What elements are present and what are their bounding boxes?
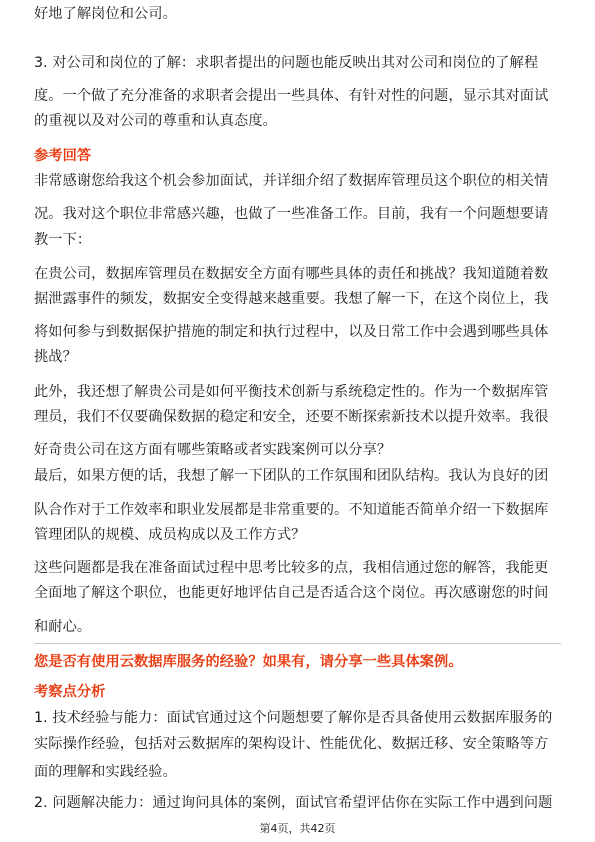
answer-line: 挑战？	[34, 349, 77, 365]
answer-line: 况。我对这个职位非常感兴趣，也做了一些准备工作。目前，我有一个问题想要请	[34, 206, 549, 222]
analysis-line: 面的理解和实践经验。	[34, 764, 177, 780]
answer-line: 全面地了解这个职位，也能更好地评估自己是否适合这个岗位。再次感谢您的时间	[34, 585, 549, 601]
question-heading: 您是否有使用云数据库服务的经验？如果有，请分享一些具体案例。	[34, 654, 463, 670]
answer-line: 此外，我还想了解贵公司是如何平衡技术创新与系统稳定性的。作为一个数据库管	[34, 384, 549, 400]
answer-line: 好奇贵公司在这方面有哪些策略或者实践案例可以分享？	[34, 442, 392, 458]
answer-line: 据泄露事件的频发，数据安全变得越来越重要。我想了解一下，在这个岗位上，我	[34, 291, 549, 307]
answer-line: 队合作对于工作效率和职业发展都是非常重要的。不知道能否简单介绍一下数据库	[34, 502, 549, 518]
page-number: 第4页，共42页	[259, 822, 336, 835]
answer-line: 理员，我们不仅要确保数据的稳定和安全，还要不断探索新技术以提升效率。我很	[34, 409, 549, 425]
answer-line: 和耐心。	[34, 619, 92, 635]
answer-line: 非常感谢您给我这个机会参加面试，并详细介绍了数据库管理员这个职位的相关情	[34, 173, 549, 189]
answer-line: 这些问题都是我在准备面试过程中思考比较多的点，我相信通过您的解答，我能更	[34, 560, 549, 576]
body-line: 3. 对公司和岗位的了解：求职者提出的问题也能反映出其对公司和岗位的了解程	[34, 55, 539, 71]
body-line: 好地了解岗位和公司。	[34, 6, 177, 22]
analysis-line: 实际操作经验，包括对云数据库的架构设计、性能优化、数据迁移、安全策略等方	[34, 736, 549, 752]
section-divider	[34, 643, 561, 644]
analysis-line: 2. 问题解决能力：通过询问具体的案例，面试官希望评估你在实际工作中遇到问题	[34, 795, 553, 811]
answer-line: 管理团队的规模、成员构成以及工作方式？	[34, 527, 306, 543]
analysis-line: 1. 技术经验与能力：面试官通过这个问题想要了解你是否具备使用云数据库服务的	[34, 710, 553, 726]
answer-line: 教一下：	[34, 232, 92, 248]
body-line: 的重视以及对公司的尊重和认真态度。	[34, 113, 277, 129]
reference-answer-heading: 参考回答	[34, 148, 92, 164]
answer-line: 最后，如果方便的话，我想了解一下团队的工作氛围和团队结构。我认为良好的团	[34, 468, 549, 484]
body-line: 度。一个做了充分准备的求职者会提出一些具体、有针对性的问题，显示其对面试	[34, 88, 549, 104]
answer-line: 在贵公司，数据库管理员在数据安全方面有哪些具体的责任和挑战？我知道随着数	[34, 266, 549, 282]
analysis-heading: 考察点分析	[34, 684, 106, 700]
answer-line: 将如何参与到数据保护措施的制定和执行过程中，以及日常工作中会遇到哪些具体	[34, 324, 549, 340]
